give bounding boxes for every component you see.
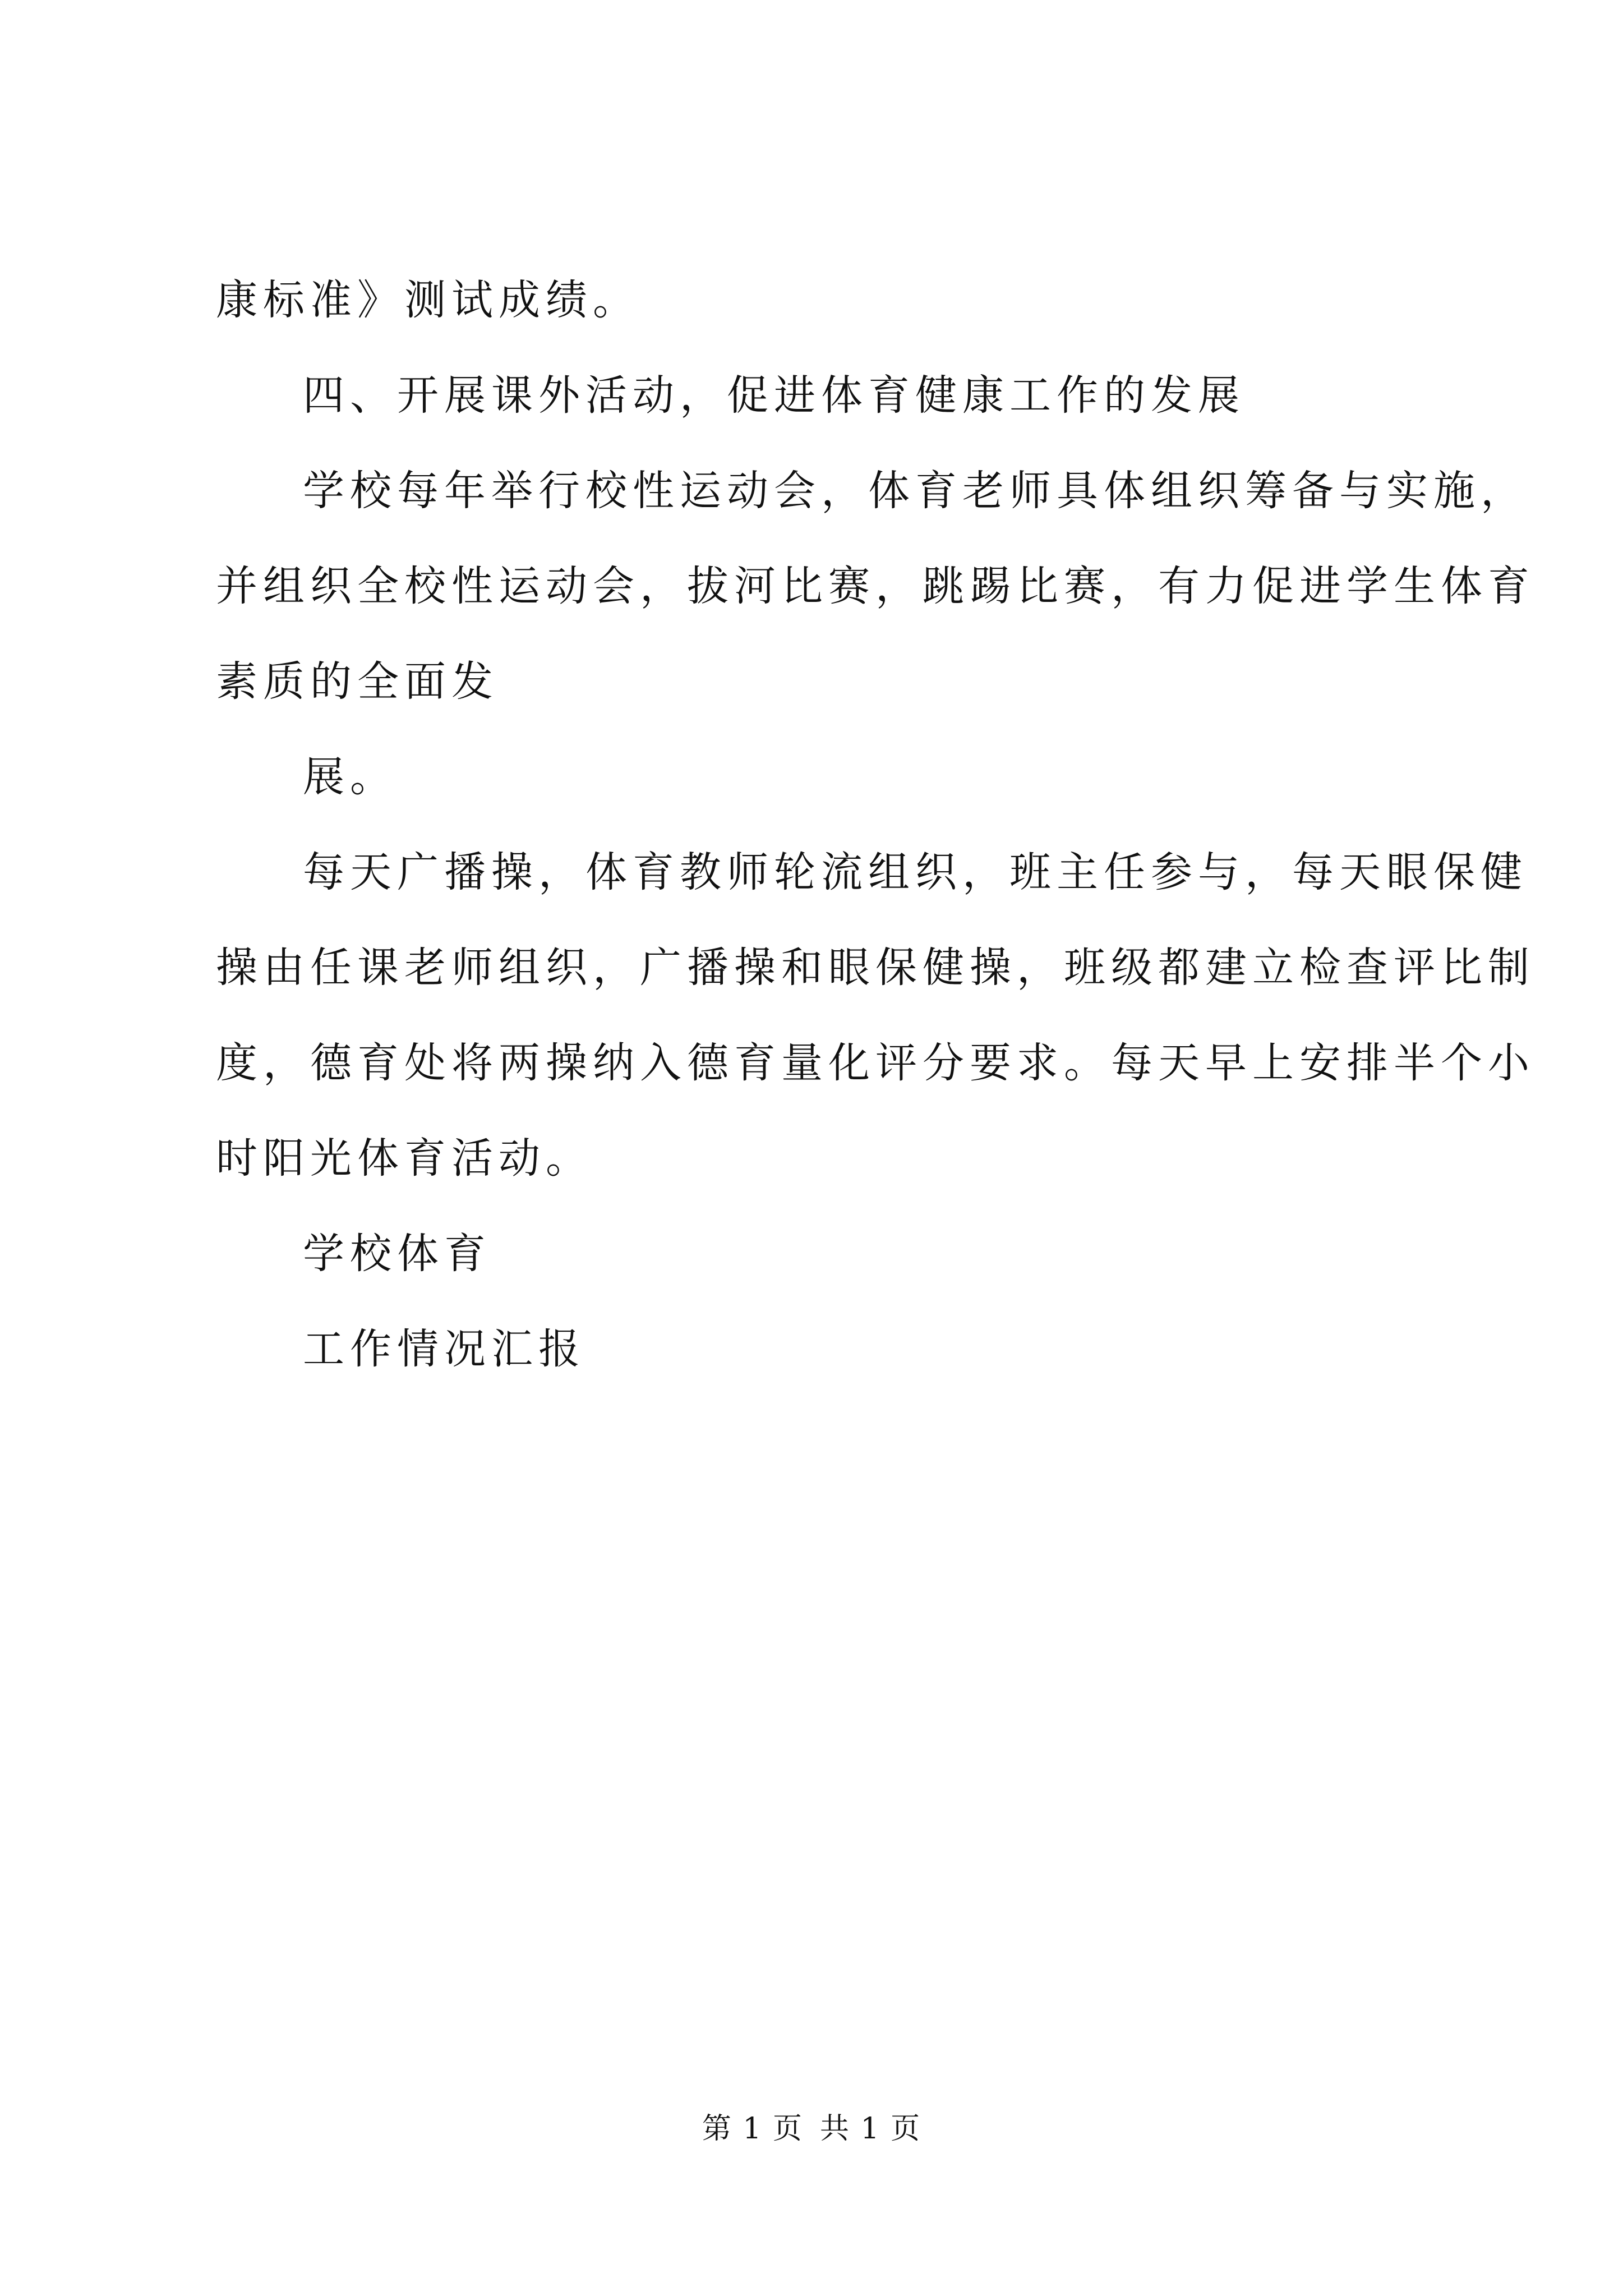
text-line: 学校体育 <box>303 1230 491 1278</box>
text-line: 素质的全面发 <box>216 657 499 706</box>
section-heading: 四、开展课外活动，促进体育健康工作的发展 <box>303 371 1245 420</box>
page-total-label: 共 1 页 <box>820 2112 921 2146</box>
text-line: 每天广播操，体育教师轮流组织，班主任参与，每天眼保健 <box>303 848 1528 896</box>
text-line: 操由任课老师组织，广播操和眼保健操，班级都建立检查评比制 <box>216 944 1535 992</box>
page-footer <box>0 2109 1623 2148</box>
page-number-label: 第 1 页 <box>702 2112 803 2146</box>
text-line: 展。 <box>303 753 397 801</box>
text-line: 时阳光体育活动。 <box>216 1134 593 1182</box>
text-line: 康标准》测试成绩。 <box>216 276 640 324</box>
text-line: 工作情况汇报 <box>303 1325 585 1373</box>
text-line: 学校每年举行校性运动会，体育老师具体组织筹备与实施， <box>303 467 1528 515</box>
text-line: 度，德育处将两操纳入德育量化评分要求。每天早上安排半个小 <box>216 1039 1535 1087</box>
text-line: 并组织全校性运动会，拔河比赛，跳踢比赛，有力促进学生体育 <box>216 562 1535 610</box>
